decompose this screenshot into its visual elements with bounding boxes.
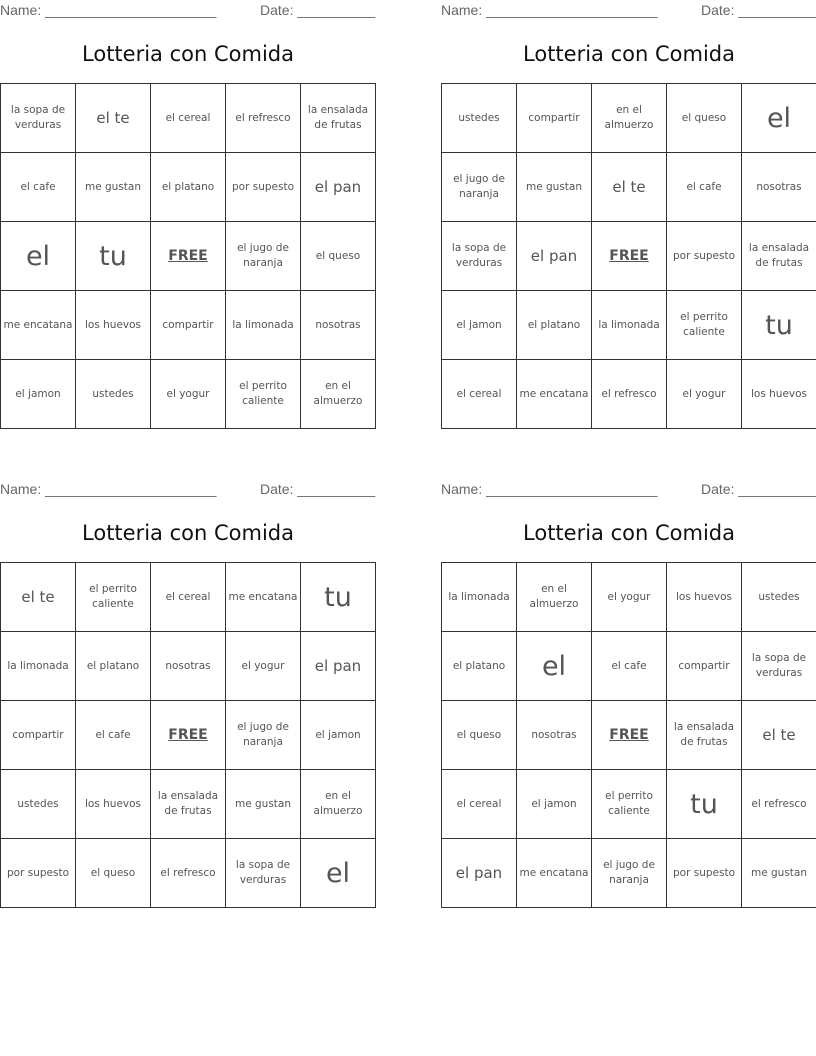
bingo-cell: el perrito caliente bbox=[667, 291, 742, 360]
bingo-cell: el pan bbox=[301, 153, 376, 222]
bingo-grid bbox=[441, 562, 816, 908]
bingo-cell: nosotras bbox=[517, 701, 592, 770]
free-space-cell: FREE bbox=[151, 701, 226, 770]
bingo-cell: el bbox=[1, 222, 76, 291]
bingo-cell: el yogur bbox=[592, 563, 667, 632]
bingo-cell: por supesto bbox=[226, 153, 301, 222]
bingo-cell: el queso bbox=[76, 839, 151, 908]
bingo-cell: el platano bbox=[151, 153, 226, 222]
bingo-cell: el platano bbox=[442, 632, 517, 701]
bingo-cell: el te bbox=[742, 701, 816, 770]
bingo-cell: el cereal bbox=[442, 770, 517, 839]
bingo-cell: el yogur bbox=[667, 360, 742, 429]
bingo-cell: el bbox=[517, 632, 592, 701]
card-title: Lotteria con Comida bbox=[523, 521, 735, 545]
bingo-cell: tu bbox=[76, 222, 151, 291]
bingo-cell: me gustan bbox=[226, 770, 301, 839]
bingo-card bbox=[0, 0, 376, 435]
bingo-cell: por supesto bbox=[1, 839, 76, 908]
bingo-cell: compartir bbox=[667, 632, 742, 701]
bingo-cell: me encatana bbox=[1, 291, 76, 360]
bingo-cell: me encatana bbox=[226, 563, 301, 632]
bingo-cell: los huevos bbox=[76, 291, 151, 360]
bingo-cell: el refresco bbox=[742, 770, 816, 839]
free-space-cell: FREE bbox=[592, 701, 667, 770]
bingo-cell: los huevos bbox=[76, 770, 151, 839]
bingo-cell: el bbox=[301, 839, 376, 908]
bingo-cell: ustedes bbox=[76, 360, 151, 429]
bingo-cell: la ensalada de frutas bbox=[301, 84, 376, 153]
bingo-cell: el platano bbox=[76, 632, 151, 701]
bingo-cell: en el almuerzo bbox=[517, 563, 592, 632]
card-title: Lotteria con Comida bbox=[82, 521, 294, 545]
bingo-cell: la ensalada de frutas bbox=[742, 222, 816, 291]
name-field-label: Name: ______________________ bbox=[0, 481, 217, 497]
bingo-cell: el cafe bbox=[76, 701, 151, 770]
bingo-cell: el jamon bbox=[1, 360, 76, 429]
date-field-label: Date: __________ bbox=[260, 481, 376, 497]
bingo-cell: el cereal bbox=[151, 84, 226, 153]
bingo-cell: la limonada bbox=[442, 563, 517, 632]
bingo-cell: el pan bbox=[301, 632, 376, 701]
bingo-cell: nosotras bbox=[301, 291, 376, 360]
bingo-cell: los huevos bbox=[667, 563, 742, 632]
bingo-cell: me gustan bbox=[517, 153, 592, 222]
bingo-cell: el te bbox=[592, 153, 667, 222]
name-field-label: Name: ______________________ bbox=[441, 481, 658, 497]
bingo-cell: el perrito caliente bbox=[226, 360, 301, 429]
bingo-cell: la sopa de verduras bbox=[226, 839, 301, 908]
bingo-cell: me gustan bbox=[742, 839, 816, 908]
bingo-grid bbox=[441, 83, 816, 429]
bingo-cell: en el almuerzo bbox=[301, 770, 376, 839]
bingo-cell: nosotras bbox=[742, 153, 816, 222]
bingo-cell: ustedes bbox=[1, 770, 76, 839]
bingo-cell: el platano bbox=[517, 291, 592, 360]
bingo-cell: el queso bbox=[667, 84, 742, 153]
bingo-cell: el jamon bbox=[517, 770, 592, 839]
bingo-cell: el yogur bbox=[151, 360, 226, 429]
bingo-cell: la limonada bbox=[592, 291, 667, 360]
bingo-cell: me encatana bbox=[517, 839, 592, 908]
bingo-cell: la limonada bbox=[1, 632, 76, 701]
free-space-cell: FREE bbox=[151, 222, 226, 291]
bingo-cell: el cafe bbox=[667, 153, 742, 222]
bingo-cell: tu bbox=[667, 770, 742, 839]
bingo-cell: la ensalada de frutas bbox=[667, 701, 742, 770]
bingo-cell: en el almuerzo bbox=[301, 360, 376, 429]
bingo-cell: el perrito caliente bbox=[76, 563, 151, 632]
bingo-cell: por supesto bbox=[667, 222, 742, 291]
bingo-cell: el perrito caliente bbox=[592, 770, 667, 839]
bingo-cell: el cafe bbox=[1, 153, 76, 222]
bingo-cell: la limonada bbox=[226, 291, 301, 360]
bingo-cell: la sopa de verduras bbox=[442, 222, 517, 291]
bingo-cell: nosotras bbox=[151, 632, 226, 701]
bingo-cell: el refresco bbox=[226, 84, 301, 153]
bingo-cell: el yogur bbox=[226, 632, 301, 701]
bingo-cell: tu bbox=[301, 563, 376, 632]
bingo-card bbox=[0, 479, 376, 914]
bingo-cell: el cafe bbox=[592, 632, 667, 701]
bingo-cell: ustedes bbox=[442, 84, 517, 153]
bingo-cell: el jamon bbox=[442, 291, 517, 360]
bingo-cell: me gustan bbox=[76, 153, 151, 222]
bingo-cell: el bbox=[742, 84, 816, 153]
bingo-cell: tu bbox=[742, 291, 816, 360]
bingo-cell: el jugo de naranja bbox=[592, 839, 667, 908]
name-field-label: Name: ______________________ bbox=[0, 2, 217, 18]
bingo-grid bbox=[0, 83, 376, 429]
bingo-cell: el jugo de naranja bbox=[442, 153, 517, 222]
bingo-cell: el jamon bbox=[301, 701, 376, 770]
date-field-label: Date: __________ bbox=[260, 2, 376, 18]
bingo-cell: ustedes bbox=[742, 563, 816, 632]
bingo-cell: el cereal bbox=[442, 360, 517, 429]
bingo-cell: el jugo de naranja bbox=[226, 701, 301, 770]
bingo-cell: el refresco bbox=[592, 360, 667, 429]
name-field-label: Name: ______________________ bbox=[441, 2, 658, 18]
bingo-cell: los huevos bbox=[742, 360, 816, 429]
bingo-cell: la sopa de verduras bbox=[742, 632, 816, 701]
date-field-label: Date: __________ bbox=[701, 2, 816, 18]
bingo-cell: compartir bbox=[151, 291, 226, 360]
bingo-card bbox=[441, 0, 816, 435]
bingo-grid bbox=[0, 562, 376, 908]
bingo-cell: el queso bbox=[301, 222, 376, 291]
bingo-cell: la sopa de verduras bbox=[1, 84, 76, 153]
bingo-cell: por supesto bbox=[667, 839, 742, 908]
free-space-cell: FREE bbox=[592, 222, 667, 291]
bingo-cell: el pan bbox=[517, 222, 592, 291]
bingo-cell: el te bbox=[76, 84, 151, 153]
bingo-cell: compartir bbox=[1, 701, 76, 770]
bingo-cell: me encatana bbox=[517, 360, 592, 429]
card-title: Lotteria con Comida bbox=[82, 42, 294, 66]
bingo-cell: el queso bbox=[442, 701, 517, 770]
bingo-cell: el te bbox=[1, 563, 76, 632]
bingo-cell: el refresco bbox=[151, 839, 226, 908]
bingo-cell: la ensalada de frutas bbox=[151, 770, 226, 839]
bingo-cell: el pan bbox=[442, 839, 517, 908]
date-field-label: Date: __________ bbox=[701, 481, 816, 497]
bingo-cell: en el almuerzo bbox=[592, 84, 667, 153]
bingo-cell: compartir bbox=[517, 84, 592, 153]
bingo-cell: el jugo de naranja bbox=[226, 222, 301, 291]
bingo-card bbox=[441, 479, 816, 914]
card-title: Lotteria con Comida bbox=[523, 42, 735, 66]
bingo-cell: el cereal bbox=[151, 563, 226, 632]
